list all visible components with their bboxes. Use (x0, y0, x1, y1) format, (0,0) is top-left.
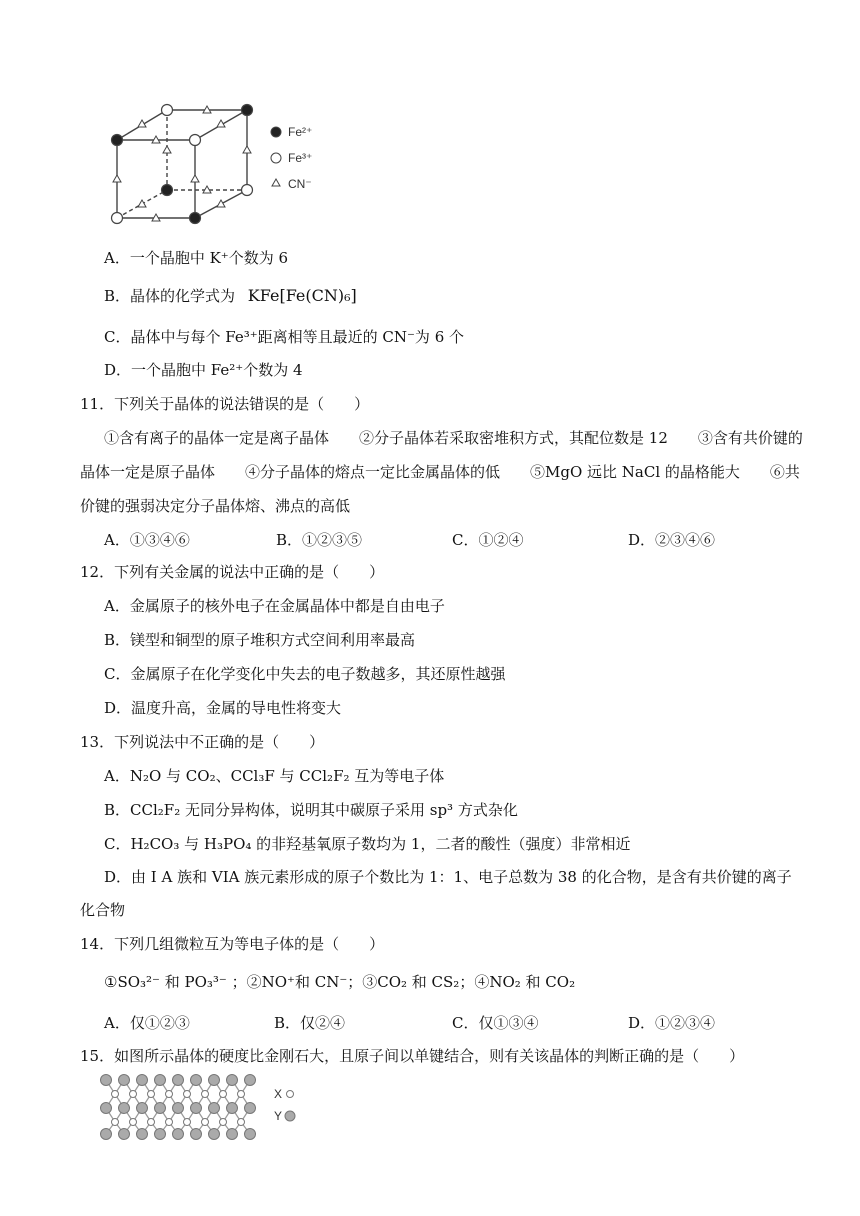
q10-option-c: C．晶体中与每个 Fe³⁺距离相等且最近的 CN⁻为 6 个 (104, 328, 465, 346)
q11-body: ①含有离子的晶体一定是离子晶体 ②分子晶体若采取密堆积方式，其配位数是 12 ③含有共价键的晶体一定是原子晶体 ④分子晶体的熔点一定比金属晶体的低 ⑤MgO 远比 NaCl 的晶格能大 ⑥共价键的强弱决定分子晶体熔、沸点的高低 (80, 429, 803, 515)
q10-option-a: A．一个晶胞中 K⁺个数为 6 (104, 249, 289, 267)
q14-stem: 14．下列几组微粒互为等电子体的是（ ） (80, 935, 385, 953)
atom-y (173, 1103, 184, 1114)
atom-x (202, 1119, 209, 1126)
legend-fe3: Fe³⁺ (288, 151, 313, 165)
atom-y (101, 1103, 112, 1114)
q11-option-b: B．①②③⑤ (276, 531, 363, 549)
q10-option-b (104, 285, 357, 307)
atom-x (220, 1091, 227, 1098)
legend-y-marker (285, 1111, 295, 1121)
legend-cn: CN⁻ (288, 177, 312, 191)
atom-y (137, 1075, 148, 1086)
atom-x (148, 1119, 155, 1126)
q10-option-b-formula: KFe[Fe(CN)₆] (247, 286, 357, 305)
atom-x (112, 1119, 119, 1126)
q11-option-a: A．①③④⑥ (104, 531, 190, 549)
q15-stem: 15．如图所示晶体的硬度比金刚石大，且原子间以单键结合，则有关该晶体的判断正确的是（ ） (80, 1047, 745, 1065)
q13-stem: 13．下列说法中不正确的是（ ） (80, 733, 325, 751)
q14-option-d: D．①②③④ (628, 1014, 716, 1032)
atom-y (209, 1075, 220, 1086)
q12-option-a: A．金属原子的核外电子在金属晶体中都是自由电子 (104, 597, 445, 615)
atom-x (238, 1091, 245, 1098)
atom-y (245, 1075, 256, 1086)
q10-option-d: D．一个晶胞中 Fe²⁺个数为 4 (104, 361, 303, 379)
q13-option-a: A．N₂O 与 CO₂、CCl₃F 与 CCl₂F₂ 互为等电子体 (104, 767, 445, 785)
q12-stem: 12．下列有关金属的说法中正确的是（ ） (80, 563, 385, 581)
atom-y (155, 1075, 166, 1086)
atom-y (227, 1129, 238, 1140)
atom-y (209, 1103, 220, 1114)
atom-y (173, 1075, 184, 1086)
atom-y (173, 1129, 184, 1140)
atom-y (245, 1103, 256, 1114)
legend-fe2: Fe²⁺ (288, 125, 313, 139)
atom-y (119, 1075, 130, 1086)
legend-x-marker (287, 1091, 294, 1098)
unit-cell-figure (100, 98, 330, 228)
atom-y (119, 1129, 130, 1140)
atom-x (130, 1119, 137, 1126)
legend-y-label: Y (274, 1109, 283, 1123)
atom-y (191, 1129, 202, 1140)
atom-y (191, 1103, 202, 1114)
atom-y (137, 1129, 148, 1140)
q14-items: ①SO₃²⁻ 和 PO₃³⁻ ；②NO⁺和 CN⁻；③CO₂ 和 CS₂；④NO₂ 和 CO₂ (104, 973, 576, 991)
atom-y (245, 1129, 256, 1140)
atom-x (220, 1119, 227, 1126)
q13-option-d-line1: D．由 I A 族和 VIA 族元素形成的原子个数比为 1：1、电子总数为 38 的化合物，是含有共价键的离子 (104, 868, 792, 886)
atom-y (101, 1075, 112, 1086)
q12-option-c: C．金属原子在化学变化中失去的电子数越多，其还原性越强 (104, 665, 506, 683)
atom-x (130, 1091, 137, 1098)
atom-y (227, 1103, 238, 1114)
legend-x-label: X (274, 1087, 283, 1101)
q11-option-c: C．①②④ (452, 531, 524, 549)
atom-x (238, 1119, 245, 1126)
atom-x (184, 1091, 191, 1098)
q12-option-b: B．镁型和铜型的原子堆积方式空间利用率最高 (104, 631, 416, 649)
q11-option-d: D．②③④⑥ (628, 531, 716, 549)
atom-x (202, 1091, 209, 1098)
lattice-figure (98, 1072, 308, 1142)
atom-y (191, 1075, 202, 1086)
q13-option-c: C．H₂CO₃ 与 H₃PO₄ 的非羟基氧原子数均为 1，二者的酸性（强度）非常相近 (104, 835, 631, 853)
atom-x (112, 1091, 119, 1098)
atom-x (148, 1091, 155, 1098)
q14-option-c: C．仅①③④ (452, 1014, 539, 1032)
atom-y (209, 1129, 220, 1140)
atom-x (166, 1119, 173, 1126)
q13-option-b: B．CCl₂F₂ 无同分异构体，说明其中碳原子采用 sp³ 方式杂化 (104, 801, 518, 819)
atom-y (227, 1075, 238, 1086)
q11-stem: 11．下列关于晶体的说法错误的是（ ） (80, 395, 370, 413)
q14-option-b: B．仅②④ (274, 1014, 346, 1032)
q10-option-b-prefix: B．晶体的化学式为 (104, 287, 240, 305)
atom-y (137, 1103, 148, 1114)
atom-y (155, 1103, 166, 1114)
q12-option-d: D．温度升高，金属的导电性将变大 (104, 699, 342, 717)
atom-y (101, 1129, 112, 1140)
atom-x (184, 1119, 191, 1126)
atom-y (119, 1103, 130, 1114)
q13-option-d-line2: 化合物 (80, 901, 126, 919)
atom-y (155, 1129, 166, 1140)
atom-x (166, 1091, 173, 1098)
q14-option-a: A．仅①②③ (104, 1014, 190, 1032)
